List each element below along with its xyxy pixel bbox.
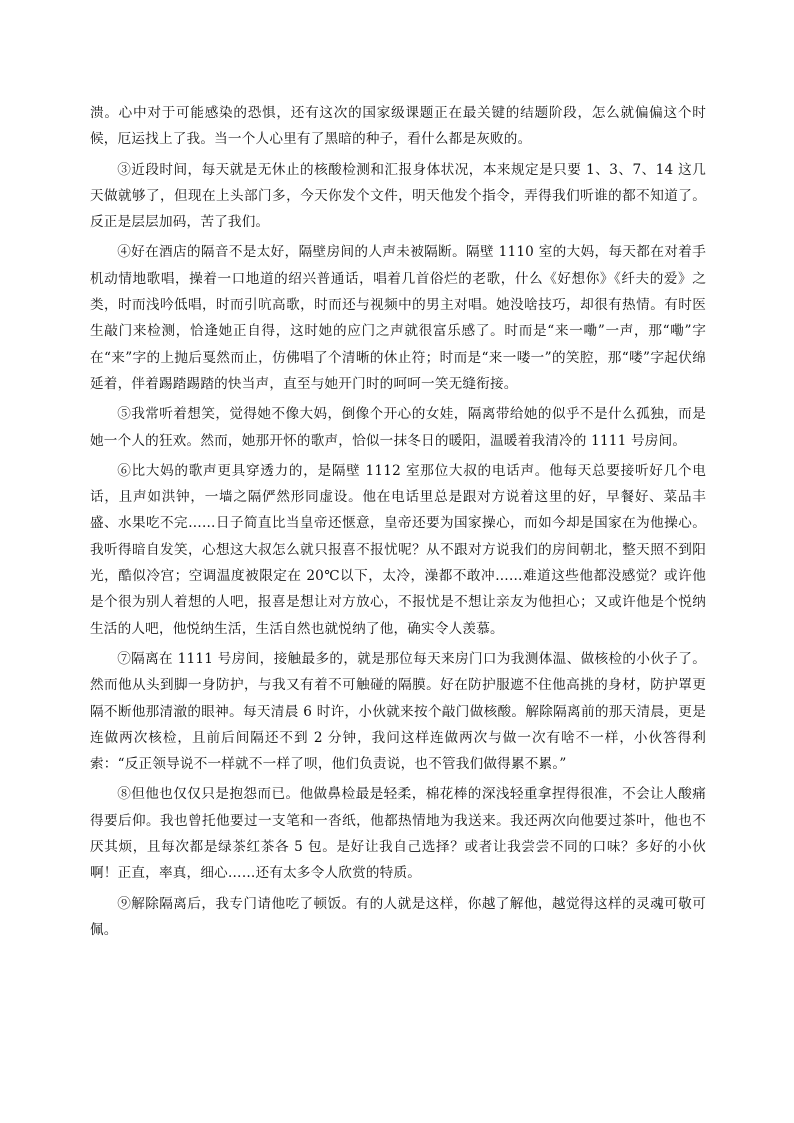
paragraph-7: ⑦隔离在 1111 号房间，接触最多的，就是那位每天来房门口为我测体温、做核检的小伙子了。然而他从头到脚一身防护，与我又有着不可触碰的隔膜。好在防护服遮不住他高挑的身材，防护罩更隔不断他那清澈的眼神。每天清晨 6 时许，小伙就来按个敲门做核酸。解除隔离前的那天清晨，更是连做两次核检，且前后间隔还不到 2 分钟，我问这样连做两次与做一次有啥不一样，小伙答得利索：“反正领导说不一样就不一样了呗，他们负责说，也不管我们做得累不累。” (90, 650, 706, 773)
paragraph-9: ⑨解除隔离后，我专门请他吃了顿饭。有的人就是这样，你越了解他，越觉得这样的灵魂可敬可佩。 (90, 895, 706, 938)
paragraph-8: ⑧但他也仅仅只是抱怨而已。他做鼻检最是轻柔，棉花棒的深浅轻重拿捏得很准，不会让人酸痛得要后仰。我也曾托他要过一支笔和一沓纸，他都热情地为我送来。我还两次向他要过茶叶，他也不厌其烦，且每次都是绿茶红茶各 5 包。是好让我自己选择？或者让我尝尝不同的口味？多好的小伙啊！正直，率真，细心……还有太多令人欣赏的特质。 (90, 786, 706, 882)
paragraph-continued: 溃。心中对于可能感染的恐惧，还有这次的国家级课题正在最关键的结题阶段，怎么就偏偏这个时候，厄运找上了我。当一个人心里有了黑暗的种子，看什么都是灰败的。 (90, 105, 706, 148)
paragraph-4: ④好在酒店的隔音不是太好，隔壁房间的人声未被隔断。隔壁 1110 室的大妈，每天都在对着手机动情地歌唱，操着一口地道的绍兴普通话，唱着几首俗烂的老歌，什么《好想你》《纤夫的爱》之类，时而浅吟低唱，时而引吭高歌，时而还与视频中的男主对唱。她没啥技巧，却很有热情。有时医生敲门来检测，恰逢她正自得，这时她的应门之声就很富乐感了。时而是“来一嘞”一声，那“嘞”字在“来”字的上抛后戛然而止，仿佛唱了个清晰的休止符；时而是“来一喽一”的笑腔，那“喽”字起伏绵延着，伴着踢踏踢踏的快当声，直至与她开门时的呵呵一笑无缝衔接。 (90, 244, 706, 392)
paragraph-6: ⑥比大妈的歌声更具穿透力的，是隔壁 1112 室那位大叔的电话声。他每天总要接听好几个电话，且声如洪钟，一墙之隔俨然形同虚设。他在电话里总是跟对方说着这里的好，早餐好、菜品丰盛、水果吃不完……日子简直比当皇帝还惬意，皇帝还要为国家操心，而如今却是国家在为他操心。我听得暗自发笑，心想这大叔怎么就只报喜不报忧呢？从不跟对方说我们的房间朝北，整天照不到阳光，酷似冷宫；空调温度被限定在 20℃以下，太冷，澡都不敢冲……难道这些他都没感觉？或许他是个很为别人着想的人吧，报喜是想让对方放心，不报忧是不想让亲友为他担心；又或许他是个悦纳生活的人吧，他悦纳生活，生活自然也就悦纳了他，确实令人羡慕。 (90, 462, 706, 637)
paragraph-5: ⑤我常听着想笑，觉得她不像大妈，倒像个开心的女娃，隔离带给她的似乎不是什么孤独，而是她一个人的狂欢。然而，她那开怀的歌声，恰似一抹冬日的暖阳，温暖着我清冷的 1111 号房间。 (90, 406, 706, 449)
paragraph-3: ③近段时间，每天就是无休止的核酸检测和汇报身体状况，本来规定是只要 1、3、7、14 这几天做就够了，但现在上头部门多，今天你发个文件，明天他发个指令，弄得我们听谁的都不知道了。反正是层层加码，苦了我们。 (90, 161, 706, 231)
document-page (90, 100, 706, 947)
